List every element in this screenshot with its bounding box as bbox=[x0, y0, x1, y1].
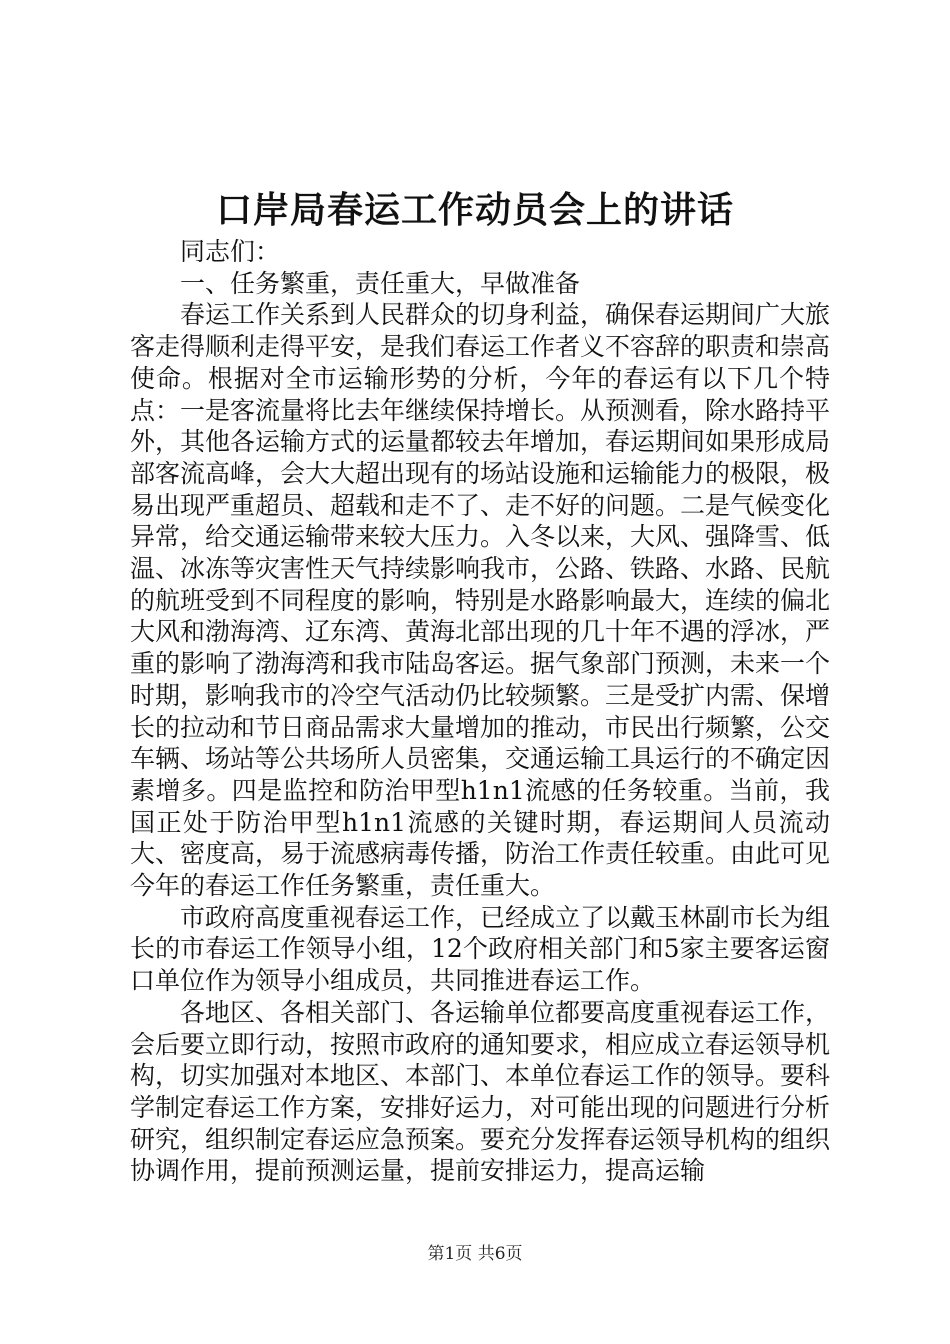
section-heading: 一、任务繁重，责任重大，早做准备 bbox=[180, 268, 581, 298]
document-title: 口岸局春运工作动员会上的讲话 bbox=[215, 189, 734, 231]
body-paragraph: 市政府高度重视春运工作，已经成立了以戴玉林副市长为组长的市春运工作领导小组，12个政府相关部门和5家主要客运窗口单位作为领导小组成员，共同推进春运工作。 bbox=[130, 902, 831, 996]
document-body bbox=[130, 236, 830, 1187]
body-paragraph: 各地区、各相关部门、各运输单位都要高度重视春运工作，会后要立即行动，按照市政府的通知要求，相应成立春运领导机构，切实加强对本地区、本部门、本单位春运工作的领导。要科学制定春运工作方案，安排好运力，对可能出现的问题进行分析研究，组织制定春运应急预案。要充分发挥春运领导机构的组织协调作用，提前预测运量，提前安排运力，提高运输 bbox=[130, 997, 831, 1186]
body-paragraph: 春运工作关系到人民群众的切身利益，确保春运期间广大旅客走得顺利走得平安，是我们春运工作者义不容辞的职责和崇高使命。根据对全市运输形势的分析，今年的春运有以下几个特点：一是客流量将比去年继续保持增长。从预测看，除水路持平外，其他各运输方式的运量都较去年增加，春运期间如果形成局部客流高峰，会大大超出现有的场站设施和运输能力的极限，极易出现严重超员、超载和走不了、走不好的问题。二是气候变化异常，给交通运输带来较大压力。入冬以来，大风、强降雪、低温、冰冻等灾害性天气持续影响我市，公路、铁路、水路、民航的航班受到不同程度的影响，特别是水路影响最大，连续的偏北大风和渤海湾、辽东湾、黄海北部出现的几十年不遇的浮冰，严重的影响了渤海湾和我市陆岛客运。据气象部门预测，未来一个时期，影响我市的冷空气活动仍比较频繁。三是受扩内需、保增长的拉动和节日商品需求大量增加的推动，市民出行频繁，公交车辆、场站等公共场所人员密集，交通运输工具运行的不确定因素增多。四是监控和防治甲型h1n1流感的任务较重。当前，我国正处于防治甲型h1n1流感的关键时期，春运期间人员流动大、密度高，易于流感病毒传播，防治工作责任较重。由此可见今年的春运工作任务繁重，责任重大。 bbox=[130, 300, 831, 901]
salutation: 同志们： bbox=[180, 237, 281, 266]
page-number-footer: 第1页 共6页 bbox=[427, 1244, 523, 1264]
